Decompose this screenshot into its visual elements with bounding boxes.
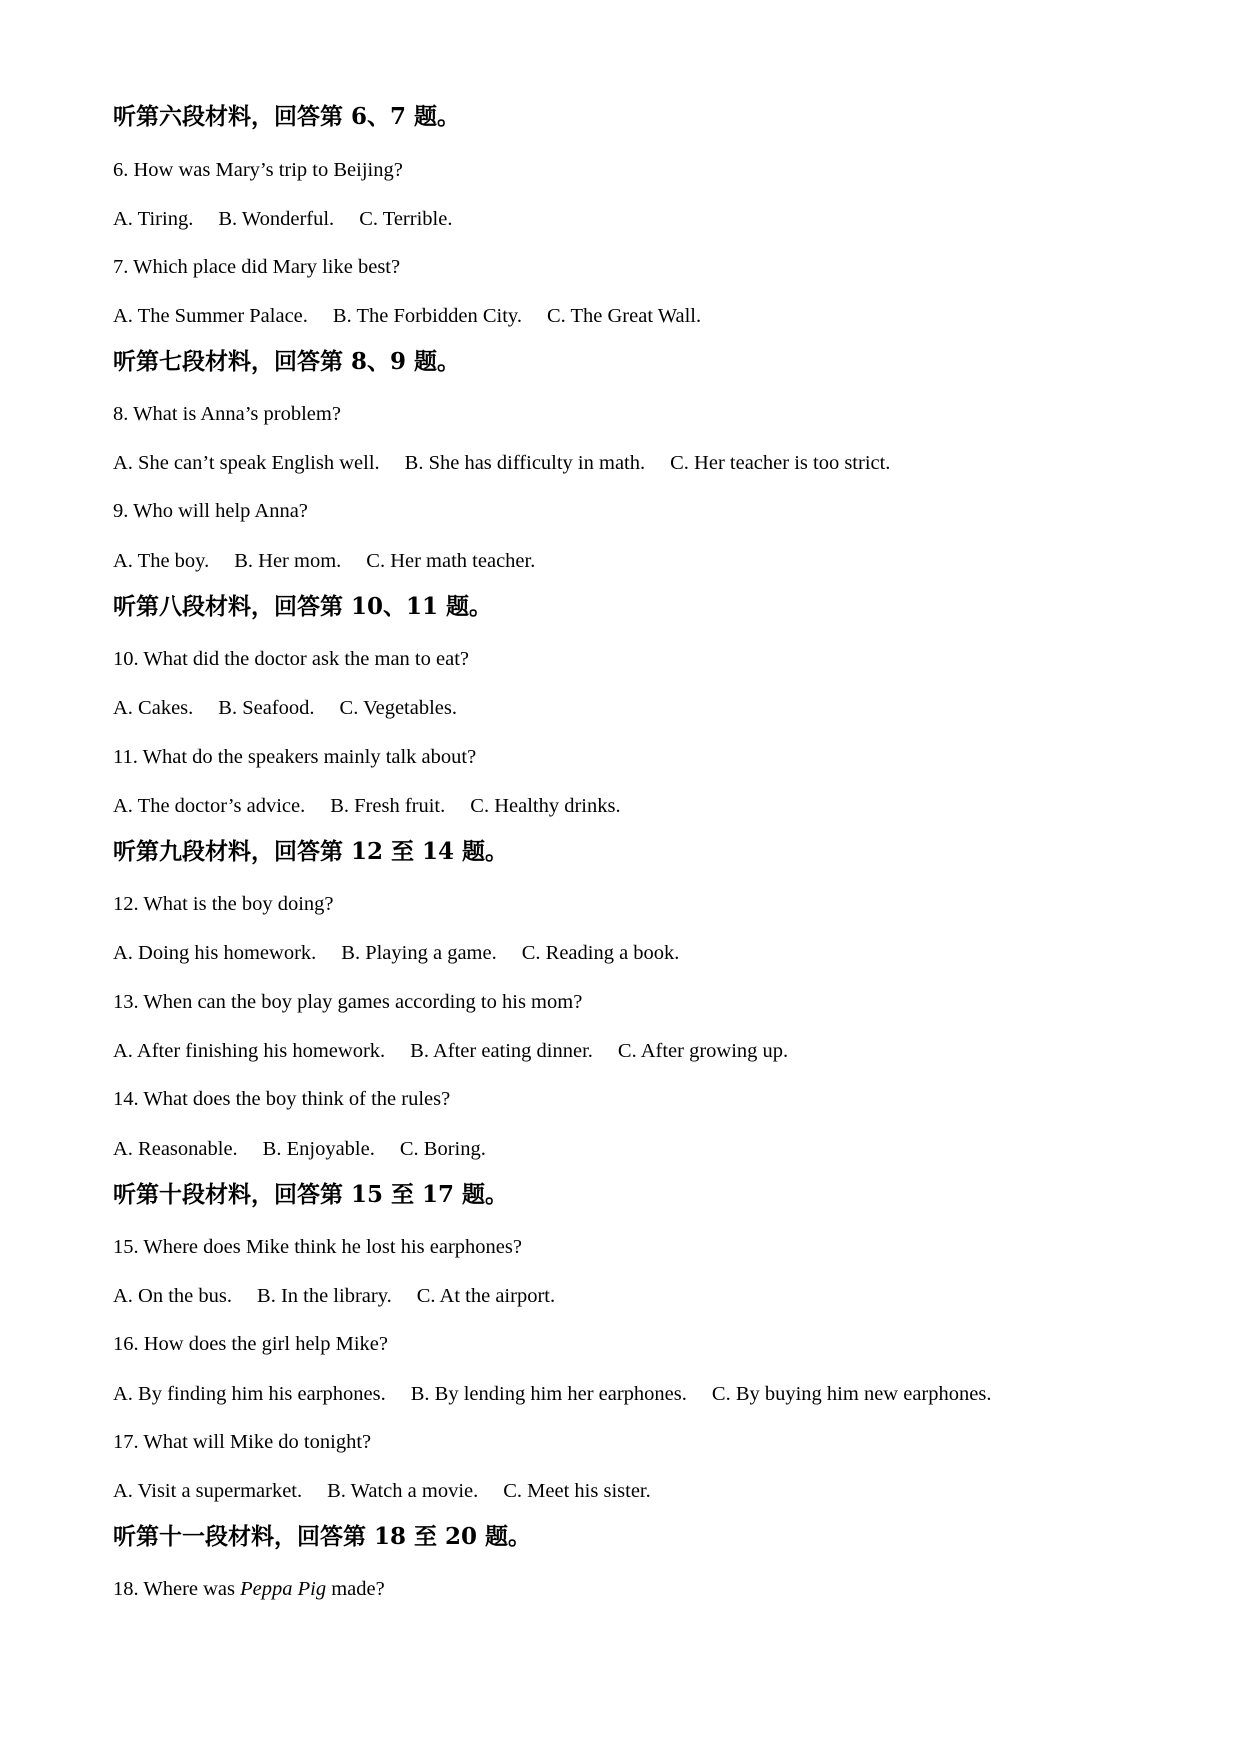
question-text: 10. What did the doctor ask the man to eat? — [113, 648, 469, 670]
option-b: B. The Forbidden City. — [332, 305, 522, 327]
section-heading: 听第十一段材料，回答第 18 至 20 题。 — [113, 1523, 532, 1550]
section-heading: 听第九段材料，回答第 12 至 14 题。 — [113, 838, 509, 865]
question-suffix: made? — [326, 1578, 385, 1600]
option-c: C. Her math teacher. — [366, 550, 536, 572]
question-text: 17. What will Mike do tonight? — [113, 1431, 372, 1453]
question-text: 14. What does the boy think of the rules? — [113, 1088, 451, 1110]
option-b: B. Wonderful. — [218, 208, 335, 230]
option-a: A. Doing his homework. — [113, 942, 317, 964]
option-c: C. Her teacher is too strict. — [670, 452, 891, 474]
option-a: A. The doctor’s advice. — [113, 795, 306, 817]
option-b: B. Watch a movie. — [327, 1480, 479, 1502]
option-a: A. On the bus. — [113, 1285, 233, 1307]
question-text: 8. What is Anna’s problem? — [113, 403, 341, 425]
option-c: C. Boring. — [399, 1138, 486, 1160]
section-heading: 听第六段材料，回答第 6、7 题。 — [113, 103, 461, 130]
option-c: C. By buying him new earphones. — [711, 1383, 992, 1405]
option-a: A. She can’t speak English well. — [113, 452, 380, 474]
option-c: C. Vegetables. — [339, 697, 457, 719]
option-c: C. Terrible. — [359, 208, 453, 230]
option-a: A. Visit a supermarket. — [113, 1480, 303, 1502]
option-a: A. Cakes. — [113, 697, 194, 719]
option-b: B. Her mom. — [234, 550, 342, 572]
answer-options — [113, 1381, 991, 1407]
option-b: B. By lending him her earphones. — [410, 1383, 687, 1405]
option-c: C. Reading a book. — [521, 942, 680, 964]
answer-options — [113, 1136, 486, 1162]
option-b: B. Playing a game. — [341, 942, 497, 964]
option-b: B. Enjoyable. — [262, 1138, 375, 1160]
option-b: B. In the library. — [257, 1285, 392, 1307]
option-b: B. She has difficulty in math. — [404, 452, 646, 474]
question-text: 13. When can the boy play games according to his mom? — [113, 991, 583, 1013]
question-text: 11. What do the speakers mainly talk about? — [113, 746, 477, 768]
question-text: 16. How does the girl help Mike? — [113, 1333, 388, 1355]
answer-options — [113, 1283, 555, 1309]
option-c: C. Healthy drinks. — [470, 795, 621, 817]
question-text: 15. Where does Mike think he lost his earphones? — [113, 1236, 522, 1258]
question-prefix: 18. Where was — [113, 1578, 241, 1600]
answer-options — [113, 548, 535, 574]
question-text: 7. Which place did Mary like best? — [113, 256, 401, 278]
option-a: A. The Summer Palace. — [113, 305, 308, 327]
question-text — [113, 1576, 385, 1602]
answer-options — [113, 303, 701, 329]
option-a: A. Tiring. — [113, 208, 194, 230]
option-c: C. The Great Wall. — [546, 305, 702, 327]
section-heading: 听第八段材料，回答第 10、11 题。 — [113, 593, 493, 620]
option-c: C. At the airport. — [416, 1285, 556, 1307]
question-text: 9. Who will help Anna? — [113, 500, 308, 522]
section-heading: 听第七段材料，回答第 8、9 题。 — [113, 348, 461, 375]
answer-options — [113, 1478, 651, 1504]
option-c: C. After growing up. — [617, 1040, 789, 1062]
section-heading: 听第十段材料，回答第 15 至 17 题。 — [113, 1181, 509, 1208]
option-a: A. Reasonable. — [113, 1138, 238, 1160]
answer-options — [113, 695, 457, 721]
answer-options — [113, 450, 890, 476]
option-b: B. After eating dinner. — [410, 1040, 593, 1062]
option-b: B. Fresh fruit. — [330, 795, 446, 817]
answer-options — [113, 793, 621, 819]
answer-options — [113, 1038, 788, 1064]
program-title: Peppa Pig — [240, 1578, 327, 1600]
option-b: B. Seafood. — [218, 697, 315, 719]
answer-options — [113, 206, 452, 232]
question-text: 12. What is the boy doing? — [113, 893, 334, 915]
option-a: A. By finding him his earphones. — [113, 1383, 386, 1405]
question-text: 6. How was Mary’s trip to Beijing? — [113, 159, 403, 181]
option-a: A. After finishing his homework. — [113, 1040, 386, 1062]
option-a: A. The boy. — [113, 550, 210, 572]
answer-options — [113, 940, 679, 966]
option-c: C. Meet his sister. — [503, 1480, 651, 1502]
